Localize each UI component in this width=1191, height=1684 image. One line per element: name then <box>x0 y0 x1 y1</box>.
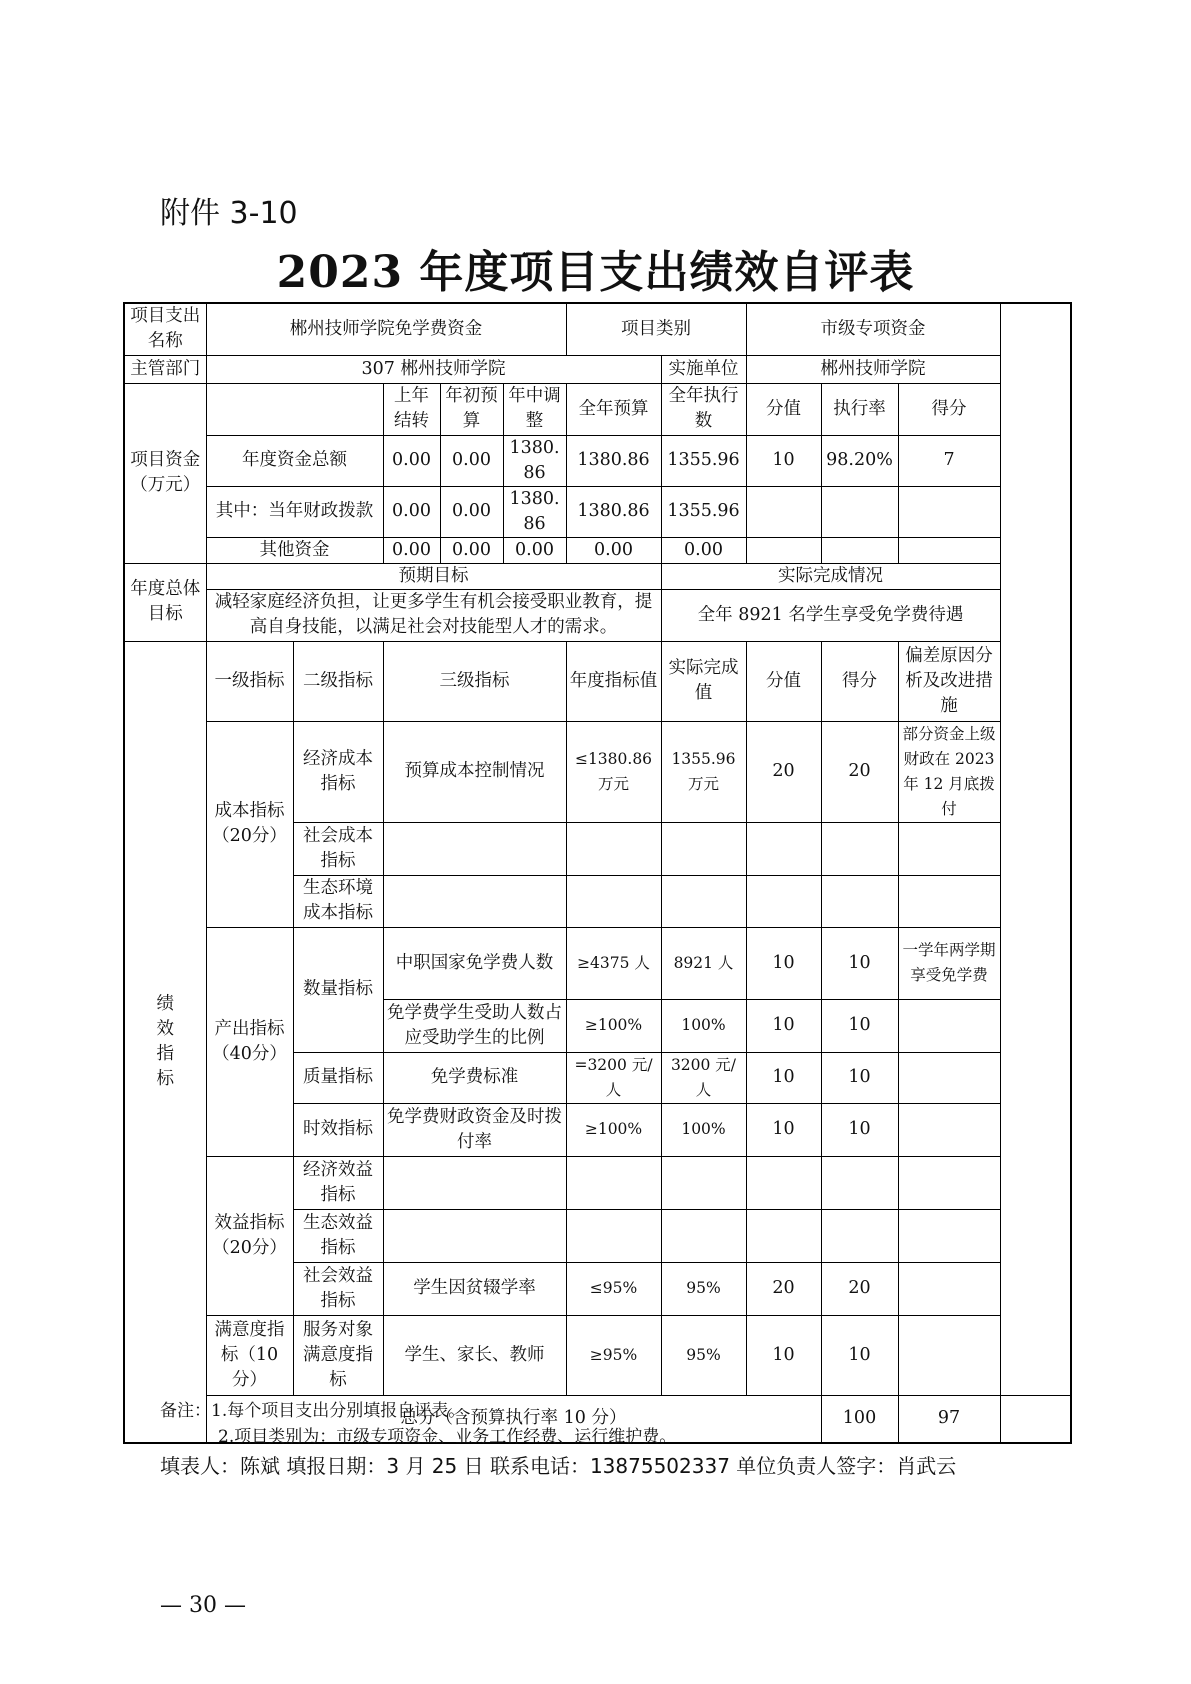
perf-l3: 学生因贫辍学率 <box>383 1262 566 1315</box>
perf-score <box>821 1209 898 1262</box>
perf-score <box>821 822 898 875</box>
perf-weight: 10 <box>746 1103 821 1156</box>
perf-l3 <box>383 822 566 875</box>
perf-score: 10 <box>821 927 898 999</box>
perf-l2: 生态效益指标 <box>293 1209 383 1262</box>
perf-note <box>898 1209 1000 1262</box>
perf-note <box>898 999 1000 1052</box>
perf-l1-benefit: 效益指标（20分） <box>206 1156 293 1315</box>
evaluation-table <box>123 302 1072 1444</box>
goals-content-row <box>124 589 1071 641</box>
goals-actual: 全年 8921 名学生享受免学费待遇 <box>661 589 1000 641</box>
perf-actual <box>661 1156 746 1209</box>
funds-row-other <box>124 537 1071 563</box>
funds-header-score: 得分 <box>898 383 1000 435</box>
funds-cell <box>746 537 821 563</box>
perf-score: 20 <box>821 721 898 822</box>
funds-row-label: 其中：当年财政拨款 <box>206 486 383 537</box>
perf-weight: 20 <box>746 1262 821 1315</box>
perf-target: ≤1380.86 万元 <box>566 721 661 822</box>
funds-cell: 1380.86 <box>566 486 661 537</box>
funds-header-annual: 全年预算 <box>566 383 661 435</box>
perf-note <box>898 1315 1000 1395</box>
perf-note <box>898 1156 1000 1209</box>
perf-note: 部分资金上级财政在 2023 年 12 月底拨付 <box>898 721 1000 822</box>
perf-actual: 1355.96 万元 <box>661 721 746 822</box>
perf-target <box>566 822 661 875</box>
goals-header-row <box>124 563 1071 589</box>
perf-header-row <box>124 641 1071 721</box>
funds-cell: 1355.96 <box>661 486 746 537</box>
perf-score: 10 <box>821 1103 898 1156</box>
perf-note <box>898 875 1000 927</box>
funds-cell <box>746 486 821 537</box>
perf-l3 <box>383 1156 566 1209</box>
filler-info: 填表人：陈斌 填报日期：3 月 25 日 联系电话：13875502337 单位负责人签字：肖武云 <box>160 1454 957 1478</box>
perf-l2: 数量指标 <box>293 927 383 1052</box>
funds-cell: 0.00 <box>440 486 503 537</box>
perf-header-l1: 一级指标 <box>206 641 293 721</box>
perf-l2: 社会效益指标 <box>293 1262 383 1315</box>
funds-row-label: 其他资金 <box>206 537 383 563</box>
perf-l3 <box>383 875 566 927</box>
perf-header-target: 年度指标值 <box>566 641 661 721</box>
perf-label <box>124 641 206 1443</box>
funds-cell: 0.00 <box>503 537 566 563</box>
funds-cell <box>821 537 898 563</box>
perf-target: ≥100% <box>566 999 661 1052</box>
funds-cell: 7 <box>898 435 1000 486</box>
funds-header-row <box>124 383 1071 435</box>
total-note <box>1000 1395 1071 1443</box>
perf-weight: 10 <box>746 927 821 999</box>
implementer-label: 实施单位 <box>661 355 746 383</box>
project-type-label: 项目类别 <box>566 303 746 355</box>
perf-weight: 10 <box>746 1052 821 1103</box>
department: 307 郴州技师学院 <box>206 355 661 383</box>
funds-row-label: 年度资金总额 <box>206 435 383 486</box>
perf-weight: 10 <box>746 999 821 1052</box>
funds-cell: 1380.86 <box>503 435 566 486</box>
goals-expected-label: 预期目标 <box>206 563 661 589</box>
perf-row <box>124 1156 1071 1209</box>
funds-cell: 0.00 <box>440 435 503 486</box>
perf-note <box>898 822 1000 875</box>
perf-target <box>566 1156 661 1209</box>
project-type: 市级专项资金 <box>746 303 1000 355</box>
perf-l3: 中职国家免学费人数 <box>383 927 566 999</box>
perf-l3 <box>383 1209 566 1262</box>
perf-l2: 经济成本指标 <box>293 721 383 822</box>
total-label: 总分（含预算执行率 10 分） <box>206 1395 821 1443</box>
funds-row-total <box>124 435 1071 486</box>
funds-label: 项目资金（万元） <box>124 383 206 563</box>
perf-row <box>124 927 1071 999</box>
attachment-label: 附件 3-10 <box>160 196 298 231</box>
perf-note <box>898 1262 1000 1315</box>
perf-row <box>124 1315 1071 1395</box>
perf-score <box>821 875 898 927</box>
perf-target: ≤95% <box>566 1262 661 1315</box>
funds-cell: 0.00 <box>383 537 440 563</box>
funds-cell <box>821 486 898 537</box>
perf-weight: 10 <box>746 1315 821 1395</box>
funds-header-adjust: 年中调整 <box>503 383 566 435</box>
goals-label: 年度总体目标 <box>124 563 206 641</box>
perf-l3: 免学费财政资金及时拨付率 <box>383 1103 566 1156</box>
notes <box>160 1398 676 1450</box>
perf-l1-cost: 成本指标（20分） <box>206 721 293 927</box>
perf-l3: 免学费学生受助人数占应受助学生的比例 <box>383 999 566 1052</box>
perf-header-actual: 实际完成值 <box>661 641 746 721</box>
perf-actual: 3200 元/人 <box>661 1052 746 1103</box>
perf-score: 10 <box>821 1315 898 1395</box>
project-name-row <box>124 303 1071 355</box>
perf-weight <box>746 1156 821 1209</box>
perf-l2: 社会成本指标 <box>293 822 383 875</box>
perf-actual <box>661 875 746 927</box>
funds-header-executed: 全年执行数 <box>661 383 746 435</box>
total-weight: 100 <box>821 1395 898 1443</box>
perf-score: 20 <box>821 1262 898 1315</box>
perf-l2: 时效指标 <box>293 1103 383 1156</box>
funds-header-rate: 执行率 <box>821 383 898 435</box>
perf-target: ≥95% <box>566 1315 661 1395</box>
page-title: 2023 年度项目支出绩效自评表 <box>276 247 915 298</box>
perf-header-l3: 三级指标 <box>383 641 566 721</box>
perf-l3: 免学费标准 <box>383 1052 566 1103</box>
perf-header-note: 偏差原因分析及改进措施 <box>898 641 1000 721</box>
perf-actual: 95% <box>661 1262 746 1315</box>
perf-actual: 95% <box>661 1315 746 1395</box>
perf-weight <box>746 1209 821 1262</box>
perf-note <box>898 1103 1000 1156</box>
total-score: 97 <box>898 1395 1000 1443</box>
perf-target: ≥4375 人 <box>566 927 661 999</box>
perf-target <box>566 1209 661 1262</box>
perf-note <box>898 1052 1000 1103</box>
perf-score <box>821 1156 898 1209</box>
goals-actual-label: 实际完成情况 <box>661 563 1000 589</box>
perf-l1-satisfaction: 满意度指标（10分） <box>206 1315 293 1395</box>
funds-cell: 0.00 <box>661 537 746 563</box>
perf-l2: 服务对象满意度指标 <box>293 1315 383 1395</box>
funds-cell: 1355.96 <box>661 435 746 486</box>
perf-weight <box>746 822 821 875</box>
perf-actual: 8921 人 <box>661 927 746 999</box>
funds-cell: 0.00 <box>566 537 661 563</box>
perf-l2: 生态环境成本指标 <box>293 875 383 927</box>
funds-header-carryover: 上年结转 <box>383 383 440 435</box>
perf-header-score: 得分 <box>821 641 898 721</box>
perf-target: =3200 元/人 <box>566 1052 661 1103</box>
department-label: 主管部门 <box>124 355 206 383</box>
perf-target: ≥100% <box>566 1103 661 1156</box>
perf-l2: 质量指标 <box>293 1052 383 1103</box>
funds-cell: 0.00 <box>440 537 503 563</box>
perf-l1-output: 产出指标（40分） <box>206 927 293 1156</box>
perf-note: 一学年两学期享受免学费 <box>898 927 1000 999</box>
funds-cell: 98.20% <box>821 435 898 486</box>
goals-expected: 减轻家庭经济负担，让更多学生有机会接受职业教育，提高自身技能，以满足社会对技能型人才的需求。 <box>206 589 661 641</box>
project-name: 郴州技师学院免学费资金 <box>206 303 566 355</box>
perf-actual: 100% <box>661 999 746 1052</box>
perf-actual <box>661 822 746 875</box>
page-number: — 30 — <box>160 1593 246 1618</box>
perf-weight: 20 <box>746 721 821 822</box>
funds-header-blank <box>206 383 383 435</box>
funds-row-fiscal <box>124 486 1071 537</box>
funds-cell <box>898 486 1000 537</box>
perf-actual: 100% <box>661 1103 746 1156</box>
funds-header-weight: 分值 <box>746 383 821 435</box>
perf-weight <box>746 875 821 927</box>
perf-score: 10 <box>821 1052 898 1103</box>
funds-cell: 0.00 <box>383 435 440 486</box>
implementer: 郴州技师学院 <box>746 355 1000 383</box>
perf-l3: 预算成本控制情况 <box>383 721 566 822</box>
perf-header-weight: 分值 <box>746 641 821 721</box>
note-1: 备注：1.每个项目支出分别填报自评表。 <box>160 1401 466 1421</box>
perf-actual <box>661 1209 746 1262</box>
perf-label-text: 绩效指标 <box>156 993 174 1089</box>
funds-cell <box>898 537 1000 563</box>
perf-target <box>566 875 661 927</box>
funds-cell: 0.00 <box>383 486 440 537</box>
perf-l2: 经济效益指标 <box>293 1156 383 1209</box>
perf-row <box>124 721 1071 822</box>
project-name-label: 项目支出名称 <box>124 303 206 355</box>
funds-header-initial: 年初预算 <box>440 383 503 435</box>
perf-score: 10 <box>821 999 898 1052</box>
funds-cell: 1380.86 <box>503 486 566 537</box>
note-2: 2.项目类别为：市级专项资金、业务工作经费、运行维护费。 <box>218 1427 677 1447</box>
funds-cell: 1380.86 <box>566 435 661 486</box>
perf-header-l2: 二级指标 <box>293 641 383 721</box>
funds-cell: 10 <box>746 435 821 486</box>
department-row <box>124 355 1071 383</box>
perf-l3: 学生、家长、教师 <box>383 1315 566 1395</box>
